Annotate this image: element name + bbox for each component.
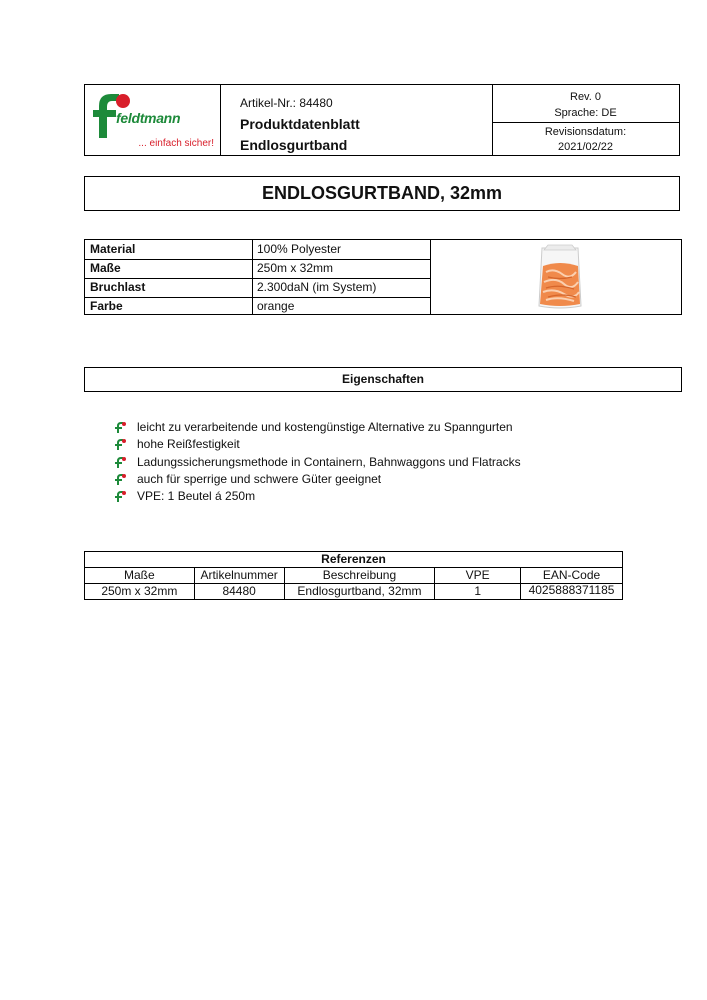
column-header: Beschreibung bbox=[284, 568, 435, 584]
product-title: ENDLOSGURTBAND, 32mm bbox=[84, 176, 680, 211]
spec-value: 100% Polyester bbox=[257, 242, 342, 256]
cell-description: Endlosgurtband, 32mm bbox=[284, 584, 435, 600]
brand-slogan: ... einfach sicher! bbox=[138, 138, 214, 149]
cell-vpe: 1 bbox=[435, 584, 521, 600]
logo-cell bbox=[85, 85, 221, 155]
cell-dimensions: 250m x 32mm bbox=[85, 584, 195, 600]
cell-article-number: 84480 bbox=[194, 584, 284, 600]
property-text: leicht zu verarbeitende und kostengünstige Alternative zu Spanngurten bbox=[137, 420, 513, 434]
property-text: hohe Reißfestigkeit bbox=[137, 437, 240, 452]
document-type: Produktdatenblatt bbox=[240, 116, 360, 132]
spec-image-divider bbox=[430, 240, 431, 314]
spec-value: orange bbox=[257, 299, 295, 313]
product-short-name: Endlosgurtband bbox=[240, 137, 348, 153]
feldtmann-bullet-icon bbox=[114, 421, 126, 433]
list-item bbox=[112, 488, 672, 505]
table-header-row bbox=[85, 568, 623, 584]
revision-number: Rev. 0 bbox=[570, 91, 601, 103]
column-header: EAN-Code bbox=[521, 568, 623, 584]
column-header: Artikelnummer bbox=[194, 568, 284, 584]
spec-column-divider bbox=[252, 240, 253, 314]
revision-cell bbox=[492, 85, 679, 155]
properties-heading: Eigenschaften bbox=[84, 367, 682, 392]
property-text: auch für sperrige und schwere Güter geeignet bbox=[137, 471, 382, 486]
spec-row bbox=[85, 278, 430, 298]
brand-name: feldtmann bbox=[116, 110, 181, 126]
document-language: Sprache: DE bbox=[554, 107, 617, 119]
header-title-cell bbox=[220, 85, 493, 155]
spec-row bbox=[85, 240, 430, 260]
spec-row bbox=[85, 259, 430, 279]
feldtmann-bullet-icon bbox=[114, 473, 126, 485]
spec-value: 250m x 32mm bbox=[257, 261, 334, 275]
list-item bbox=[112, 454, 672, 471]
document-header bbox=[84, 84, 680, 156]
revision-divider bbox=[492, 122, 679, 123]
cell-ean-code: 4025888371185 bbox=[521, 584, 623, 600]
list-item bbox=[112, 471, 672, 488]
spec-key: Farbe bbox=[90, 299, 123, 313]
spec-value: 2.300daN (im System) bbox=[257, 280, 377, 294]
references-table bbox=[84, 551, 623, 600]
article-number: Artikel-Nr.: 84480 bbox=[240, 96, 333, 110]
properties-list bbox=[112, 419, 672, 505]
spec-key: Bruchlast bbox=[90, 280, 146, 294]
table-row bbox=[85, 584, 623, 600]
spec-key: Maße bbox=[90, 261, 121, 275]
spec-key: Material bbox=[90, 242, 136, 256]
spec-table bbox=[84, 239, 682, 315]
property-text: Ladungssicherungsmethode in Containern, Bahnwaggons und Flatracks bbox=[137, 454, 521, 469]
feldtmann-bullet-icon bbox=[114, 456, 126, 468]
references-heading: Referenzen bbox=[85, 552, 623, 568]
column-header: Maße bbox=[85, 568, 195, 584]
spec-row bbox=[85, 297, 430, 316]
list-item bbox=[112, 436, 672, 453]
revision-date: 2021/02/22 bbox=[557, 141, 614, 153]
revision-date-label: Revisionsdatum: bbox=[544, 126, 627, 138]
feldtmann-bullet-icon bbox=[114, 490, 126, 502]
product-bag-image bbox=[534, 244, 586, 310]
list-item bbox=[112, 419, 672, 436]
feldtmann-bullet-icon bbox=[114, 438, 126, 450]
column-header: VPE bbox=[435, 568, 521, 584]
property-text: VPE: 1 Beutel á 250m bbox=[137, 489, 256, 504]
